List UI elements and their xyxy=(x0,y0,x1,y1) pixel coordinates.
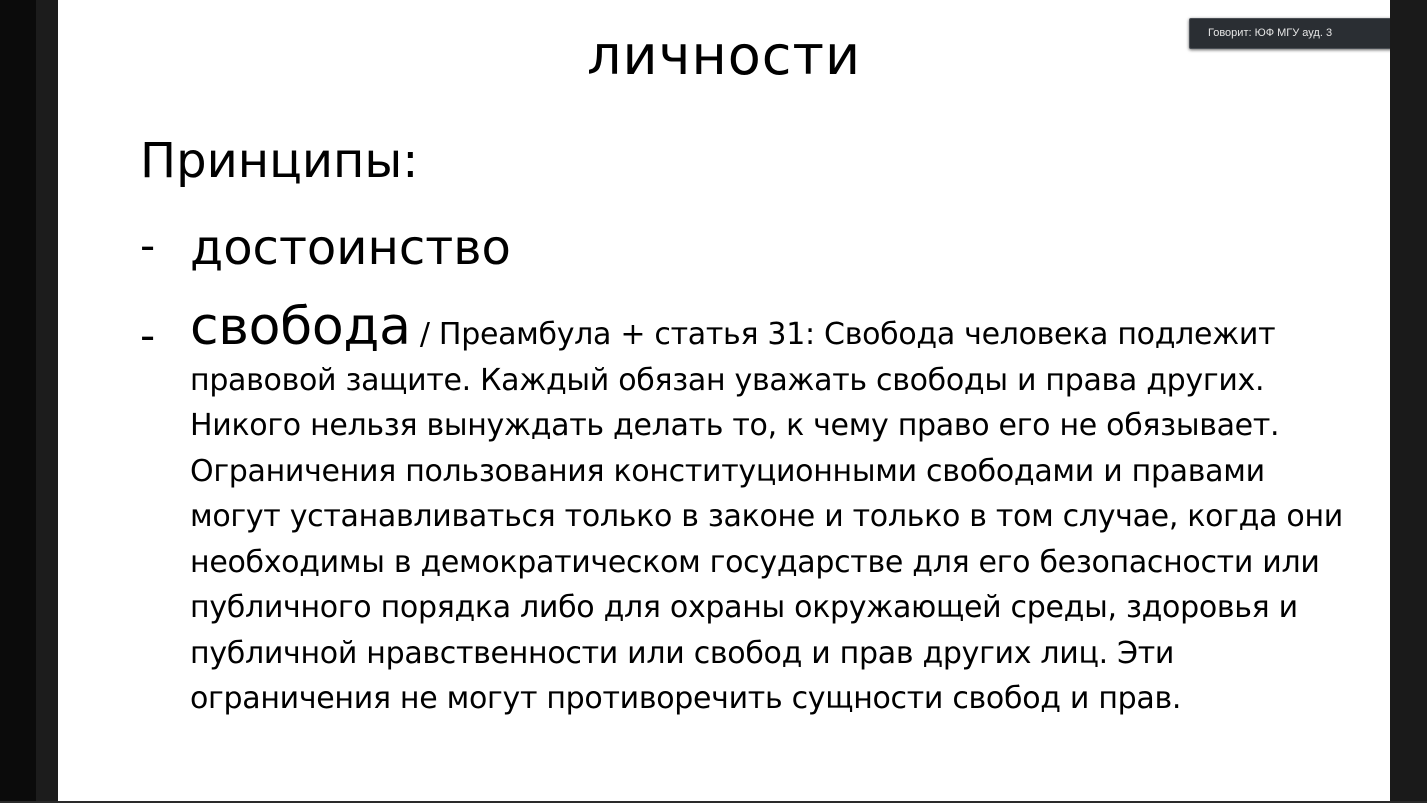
principles-heading: Принципы: xyxy=(140,133,419,189)
list-item-dignity xyxy=(140,218,511,278)
freedom-description: / Преамбула + статья 31: Свобода человека подлежит правовой защите. Каждый обязан уважать свободы и права других. Никого нельзя вынуждать делать то, к чему право его не обязывает. Ограничения пользования конституционными свободами и правами могут устанавливаться только в законе и только в том случае, когда они необходимы в демократическом государстве для его безопасности или публичного порядка либо для охраны окружающей среды, здоровья и публичной нравственности или свобод и прав других лиц. Эти ограничения не могут противоречить сущности свобод и прав. xyxy=(190,317,1343,716)
presentation-slide xyxy=(58,0,1390,803)
list-item-freedom xyxy=(140,297,1380,722)
term-freedom: свобода xyxy=(190,297,411,357)
freedom-paragraph xyxy=(190,297,1350,722)
slide-title: личности xyxy=(586,24,862,87)
list-dash: - xyxy=(140,221,156,270)
speaker-indicator xyxy=(1189,18,1390,49)
left-frame-inner-border xyxy=(36,0,58,803)
left-frame-border xyxy=(0,0,36,803)
list-dash: - xyxy=(140,311,156,360)
right-frame-border xyxy=(1390,0,1427,803)
term-dignity: достоинство xyxy=(190,220,511,276)
speaker-indicator-label: Говорит: ЮФ МГУ ауд. 3 xyxy=(1208,27,1333,39)
